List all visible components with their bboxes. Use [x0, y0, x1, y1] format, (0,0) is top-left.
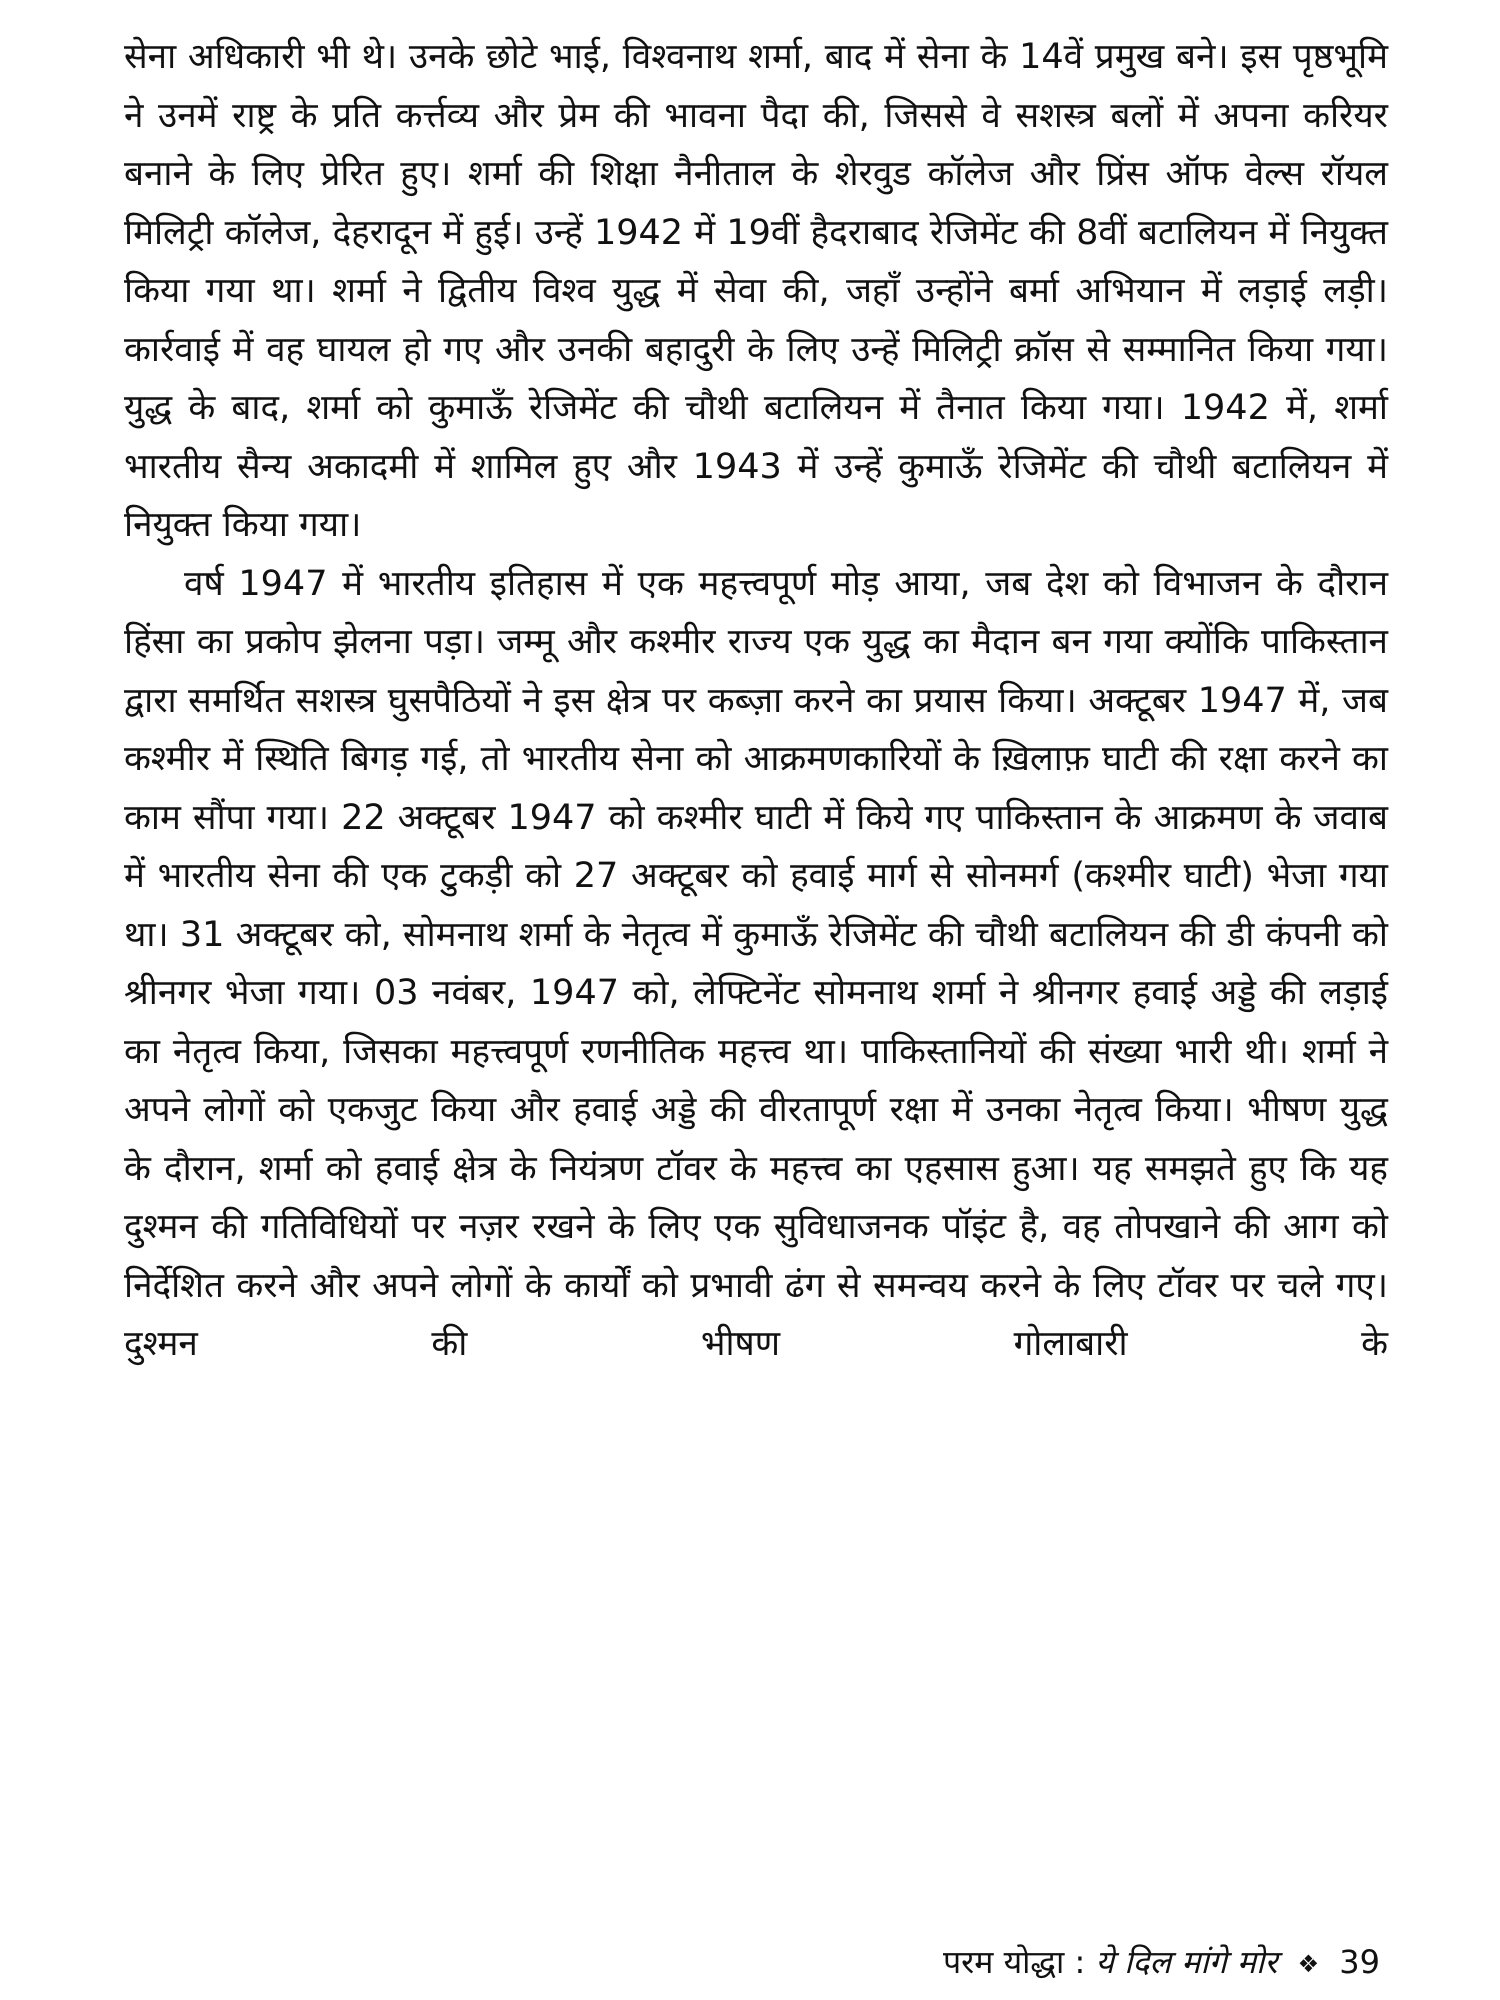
paragraph-2: वर्ष 1947 में भारतीय इतिहास में एक महत्त्वपूर्ण मोड़ आया, जब देश को विभाजन के दौरान हिंसा का प्रकोप झेलना पड़ा। जम्मू और कश्मीर राज्य एक युद्ध का मैदान बन गया क्योंकि पाकिस्तान द्वारा समर्थित सशस्त्र घुसपैठियों ने इस क्षेत्र पर कब्ज़ा करने का प्रयास किया। अक्टूबर 1947 में, जब कश्मीर में स्थिति बिगड़ गई, तो भारतीय सेना को आक्रमणकारियों के ख़िलाफ़ घाटी की रक्षा करने का काम सौंपा गया। 22 अक्टूबर 1947 को कश्मीर घाटी में किये गए पाकिस्तान के आक्रमण के जवाब में भारतीय सेना की एक टुकड़ी को 27 अक्टूबर को हवाई मार्ग से सोनमर्ग (कश्मीर घाटी) भेजा गया था। 31 अक्टूबर को, सोमनाथ शर्मा के नेतृत्व में कुमाऊँ रेजिमेंट की चौथी बटालियन की डी कंपनी को श्रीनगर भेजा गया। 03 नवंबर, 1947 को, लेफ्टिनेंट सोमनाथ शर्मा ने श्रीनगर हवाई अड्डे की लड़ाई का नेतृत्व किया, जिसका महत्त्वपूर्ण रणनीतिक महत्त्व था। पाकिस्तानियों की संख्या भारी थी। शर्मा ने अपने लोगों को एकजुट किया और हवाई अड्डे की वीरतापूर्ण रक्षा में उनका नेतृत्व किया। भीषण युद्ध के दौरान, शर्मा को हवाई क्षेत्र के नियंत्रण टॉवर के महत्त्व का एहसास हुआ। यह समझते हुए कि यह दुश्मन की गतिविधियों पर नज़र रखने के लिए एक सुविधाजनक पॉइंट है, वह तोपखाने की आग को निर्देशित करने और अपने लोगों के कार्यों को प्रभावी ढंग से समन्वय करने के लिए टॉवर पर चले गए। दुश्मन की भीषण गोलाबारी के [124, 563, 1388, 1364]
diamond-ornament-icon: ❖ [1297, 1950, 1320, 1978]
footer-book-title: ये दिल मांगे मोर [1095, 1943, 1278, 1981]
page-body-text [124, 28, 1388, 1374]
footer-book-label: परम योद्धा : [943, 1943, 1086, 1981]
page-footer [943, 1940, 1380, 1983]
page-number: 39 [1339, 1943, 1380, 1981]
paragraph-1: सेना अधिकारी भी थे। उनके छोटे भाई, विश्वनाथ शर्मा, बाद में सेना के 14वें प्रमुख बने। इस पृष्ठभूमि ने उनमें राष्ट्र के प्रति कर्त्तव्य और प्रेम की भावना पैदा की, जिससे वे सशस्त्र बलों में अपना करियर बनाने के लिए प्रेरित हुए। शर्मा की शिक्षा नैनीताल के शेरवुड कॉलेज और प्रिंस ऑफ वेल्स रॉयल मिलिट्री कॉलेज, देहरादून में हुई। उन्हें 1942 में 19वीं हैदराबाद रेजिमेंट की 8वीं बटालियन में नियुक्त किया गया था। शर्मा ने द्वितीय विश्व युद्ध में सेवा की, जहाँ उन्होंने बर्मा अभियान में लड़ाई लड़ी। कार्रवाई में वह घायल हो गए और उनकी बहादुरी के लिए उन्हें मिलिट्री क्रॉस से सम्मानित किया गया। युद्ध के बाद, शर्मा को कुमाऊँ रेजिमेंट की चौथी बटालियन में तैनात किया गया। 1942 में, शर्मा भारतीय सैन्य अकादमी में शामिल हुए और 1943 में उन्हें कुमाऊँ रेजिमेंट की चौथी बटालियन में नियुक्त किया गया। [124, 37, 1388, 545]
